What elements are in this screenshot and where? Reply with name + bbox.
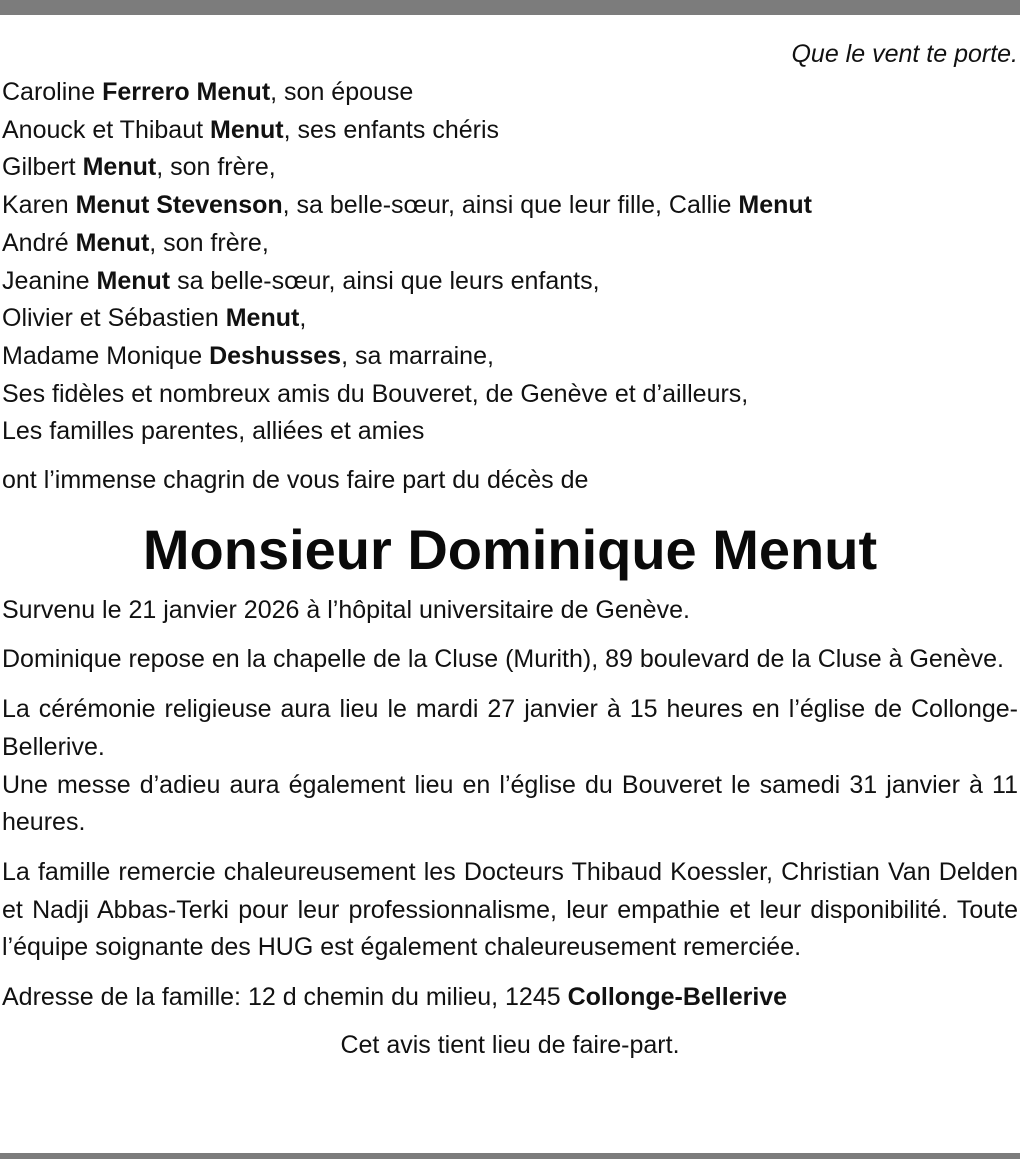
mourner-text: Madame Monique bbox=[2, 341, 210, 370]
mourner-line bbox=[2, 149, 1018, 187]
mourner-line bbox=[2, 74, 1018, 112]
mourner-text: , ses enfants chéris bbox=[283, 115, 500, 144]
mourner-text: , sa belle-sœur, ainsi que leur fille, Callie bbox=[282, 191, 739, 220]
motto: Que le vent te porte. bbox=[791, 40, 1018, 68]
bottom-border bbox=[0, 1153, 1020, 1159]
mourner-text: sa belle-sœur, ainsi que leurs enfants, bbox=[170, 266, 600, 295]
announcement: ont l’immense chagrin de vous faire part du décès de bbox=[2, 466, 589, 495]
address-locality: Collonge-Bellerive bbox=[567, 983, 788, 1012]
mourner-text: André bbox=[2, 228, 76, 257]
mourner-line bbox=[2, 413, 1018, 451]
repose-info: Dominique repose en la chapelle de la Cluse (Murith), 89 boulevard de la Cluse à Genève. bbox=[2, 645, 1004, 674]
mourner-text: , son frère, bbox=[149, 228, 269, 257]
mourner-text: Karen bbox=[2, 191, 76, 220]
surname: Menut bbox=[738, 191, 813, 220]
mourner-line bbox=[2, 300, 1018, 338]
mourner-text: , sa marraine, bbox=[341, 341, 494, 370]
mourner-text: Caroline bbox=[2, 78, 103, 106]
surname: Menut bbox=[75, 228, 150, 257]
mourner-text: Ses fidèles et nombreux amis du Bouveret, de Genève et d’ailleurs, bbox=[2, 379, 749, 408]
surname: Ferrero Menut bbox=[102, 78, 271, 106]
mourner-text: Olivier et Sébastien bbox=[2, 304, 226, 333]
top-border bbox=[0, 0, 1020, 15]
surname: Menut bbox=[82, 153, 157, 182]
mourner-line bbox=[2, 225, 1018, 263]
surname: Deshusses bbox=[209, 341, 342, 370]
surname: Menut Stevenson bbox=[75, 191, 283, 220]
closing-note: Cet avis tient lieu de faire-part. bbox=[340, 1030, 680, 1059]
mourner-line bbox=[2, 263, 1018, 301]
mourner-text: , son épouse bbox=[270, 78, 414, 106]
mourner-line bbox=[2, 112, 1018, 150]
mourner-text: Gilbert bbox=[2, 153, 83, 182]
deceased-name: Monsieur Dominique Menut bbox=[142, 517, 878, 581]
mass-info: Une messe d’adieu aura également lieu en l’église du Bouveret le samedi 31 janvier à 11 heures. bbox=[2, 770, 1018, 837]
mourner-line bbox=[2, 338, 1018, 376]
mourner-text: , bbox=[299, 304, 307, 333]
mourners-list bbox=[2, 74, 1018, 451]
mourner-text: Jeanine bbox=[2, 266, 97, 295]
death-info: Survenu le 21 janvier 2026 à l’hôpital universitaire de Genève. bbox=[2, 595, 690, 624]
surname: Menut bbox=[96, 266, 171, 295]
mourner-text: Anouck et Thibaut bbox=[2, 115, 211, 144]
address-text: Adresse de la famille: 12 d chemin du milieu, 1245 bbox=[2, 983, 568, 1012]
family-address bbox=[2, 979, 1018, 1017]
obituary-notice bbox=[2, 34, 1018, 1064]
surname: Menut bbox=[210, 115, 284, 144]
mourner-line bbox=[2, 187, 1018, 225]
mourner-text: Les familles parentes, alliées et amies bbox=[2, 417, 425, 446]
surname: Menut bbox=[225, 304, 300, 333]
mourner-line bbox=[2, 376, 1018, 414]
mourner-text: , son frère, bbox=[156, 153, 276, 182]
thanks-paragraph: La famille remercie chaleureusement les Docteurs Thibaud Koessler, Christian Van Delden et Nadji Abbas-Terki pour leur professionnalisme, leur empathie et leur disponibilité. Toute l’équipe soignante des HUG est également chaleureusement remerciée. bbox=[2, 857, 1018, 962]
ceremony-info: La cérémonie religieuse aura lieu le mardi 27 janvier à 15 heures en l’église de Collonge-Bellerive. bbox=[2, 695, 1018, 761]
